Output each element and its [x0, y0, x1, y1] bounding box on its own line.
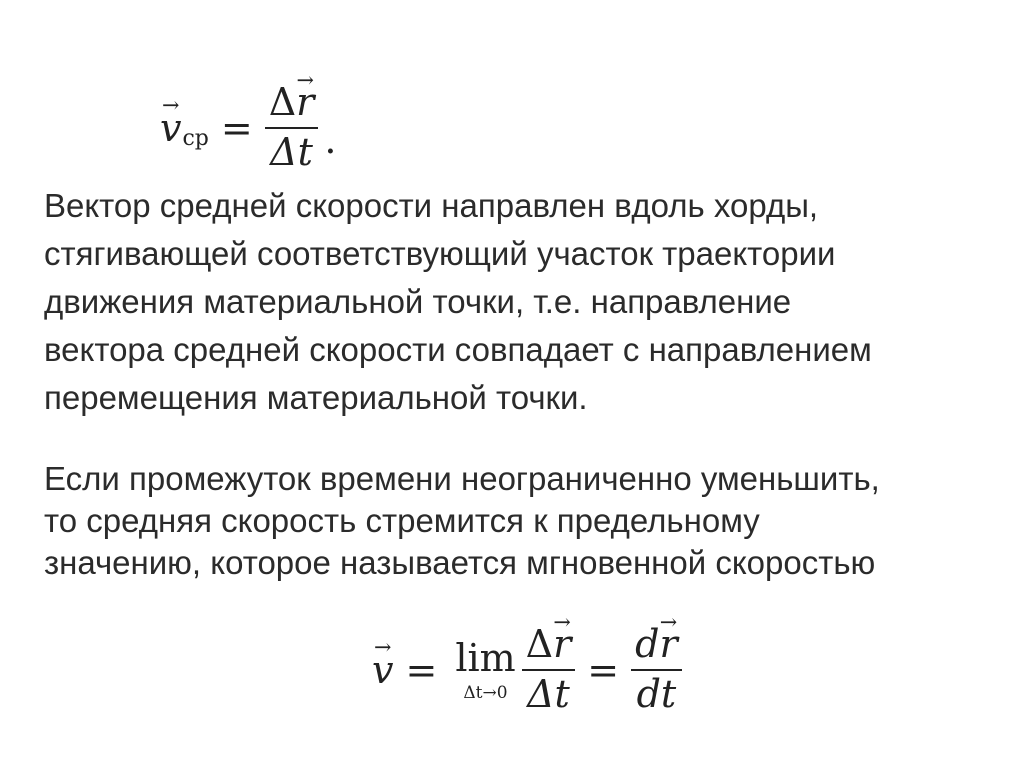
displacement-vector-symbol: → r	[553, 623, 571, 667]
limit-operator	[455, 635, 516, 703]
paragraph-line: перемещения материальной точки.	[44, 379, 588, 416]
fraction-denominator: Δt	[527, 672, 570, 716]
average-subscript: ср	[182, 125, 209, 151]
delta-symbol: Δ	[525, 622, 554, 667]
derivative-fraction	[631, 623, 682, 716]
paragraph-line: вектора средней скорости совпадает с направлением	[44, 331, 872, 368]
limit-condition: Δt→0	[463, 682, 508, 703]
formula-period: .	[324, 118, 337, 162]
velocity-vector-symbol: → v	[372, 648, 393, 692]
fraction-bar	[265, 127, 319, 129]
limit-word: lim	[455, 635, 516, 680]
fraction-bar	[522, 669, 576, 671]
equals-sign: =	[405, 648, 438, 692]
fraction-denominator: Δt	[270, 130, 313, 174]
fraction-numerator	[522, 623, 576, 667]
delta-fraction	[522, 623, 576, 716]
paragraph-line: то средняя скорость стремится к предельному	[44, 502, 760, 539]
paragraph-line: движения материальной точки, т.е. направление	[44, 283, 792, 320]
paragraph-line: Если промежуток времени неограниченно уменьшить,	[44, 460, 880, 497]
paragraph-line: Вектор средней скорости направлен вдоль хорды,	[44, 187, 819, 224]
instantaneous-velocity-formula	[372, 615, 682, 725]
differential-symbol: d	[635, 622, 660, 667]
displacement-over-time-fraction	[265, 81, 319, 174]
fraction-numerator	[631, 623, 682, 667]
fraction-denominator: dt	[636, 672, 677, 716]
equals-sign: =	[220, 106, 253, 150]
velocity-vector-symbol: → v	[160, 106, 181, 150]
equals-sign: =	[587, 648, 620, 692]
average-velocity-formula	[160, 78, 336, 178]
instant-velocity-explanation	[44, 458, 994, 584]
displacement-vector-symbol: → r	[659, 623, 677, 667]
fraction-numerator	[265, 81, 319, 125]
average-velocity-explanation	[44, 182, 994, 422]
delta-symbol: Δ	[268, 80, 297, 125]
displacement-vector-symbol: → r	[296, 81, 314, 125]
paragraph-line: значению, которое называется мгновенной скоростью	[44, 544, 876, 581]
paragraph-line: стягивающей соответствующий участок траектории	[44, 235, 836, 272]
fraction-bar	[631, 669, 682, 671]
